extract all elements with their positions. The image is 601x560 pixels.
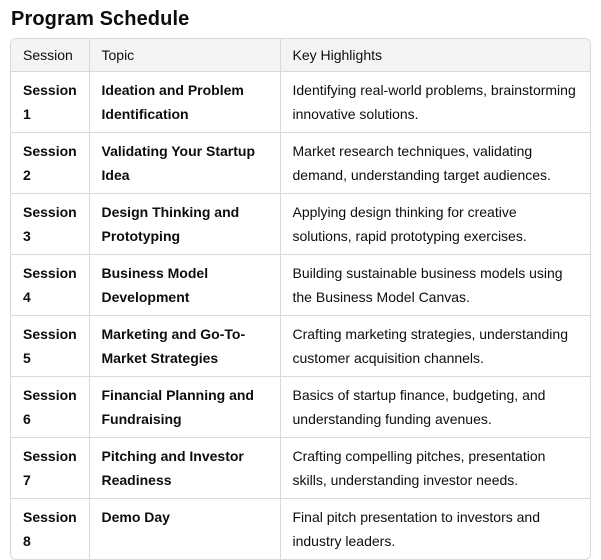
session-cell: Session 2 — [11, 133, 89, 194]
column-header-topic: Topic — [89, 39, 280, 72]
topic-cell: Pitching and Investor Readiness — [89, 438, 280, 499]
topic-cell: Validating Your Startup Idea — [89, 133, 280, 194]
column-header-session: Session — [11, 39, 89, 72]
topic-cell: Financial Planning and Fundraising — [89, 377, 280, 438]
highlights-cell: Building sustainable business models using the Business Model Canvas. — [280, 255, 590, 316]
highlights-cell: Applying design thinking for creative solutions, rapid prototyping exercises. — [280, 194, 590, 255]
session-cell: Session 4 — [11, 255, 89, 316]
session-cell: Session 1 — [11, 72, 89, 133]
topic-cell: Business Model Development — [89, 255, 280, 316]
column-header-key-highlights: Key Highlights — [280, 39, 590, 72]
session-cell: Session 7 — [11, 438, 89, 499]
topic-cell: Design Thinking and Prototyping — [89, 194, 280, 255]
schedule-table-container — [10, 38, 591, 560]
highlights-cell: Market research techniques, validating demand, understanding target audiences. — [280, 133, 590, 194]
table-row — [11, 255, 590, 316]
session-cell: Session 6 — [11, 377, 89, 438]
table-row — [11, 438, 590, 499]
session-cell: Session 8 — [23, 509, 77, 549]
schedule-table — [11, 39, 590, 559]
highlights-cell: Crafting compelling pitches, presentation skills, understanding investor needs. — [280, 438, 590, 499]
table-row — [11, 499, 590, 560]
table-row — [11, 316, 590, 377]
highlights-cell: Final pitch presentation to investors and industry leaders. — [280, 499, 590, 560]
topic-cell: Demo Day — [89, 499, 280, 560]
table-row — [11, 133, 590, 194]
table-row — [11, 72, 590, 133]
highlights-cell: Basics of startup finance, budgeting, and understanding funding avenues. — [280, 377, 590, 438]
highlights-cell: Crafting marketing strategies, understanding customer acquisition channels. — [280, 316, 590, 377]
session-cell: Session 3 — [11, 194, 89, 255]
session-cell: Session 5 — [11, 316, 89, 377]
table-row — [11, 377, 590, 438]
highlights-cell: Identifying real-world problems, brainstorming innovative solutions. — [280, 72, 590, 133]
topic-cell: Marketing and Go-To-Market Strategies — [89, 316, 280, 377]
table-row — [11, 194, 590, 255]
page-title: Program Schedule — [11, 8, 190, 30]
table-header-row — [11, 39, 590, 72]
topic-cell: Ideation and Problem Identification — [89, 72, 280, 133]
